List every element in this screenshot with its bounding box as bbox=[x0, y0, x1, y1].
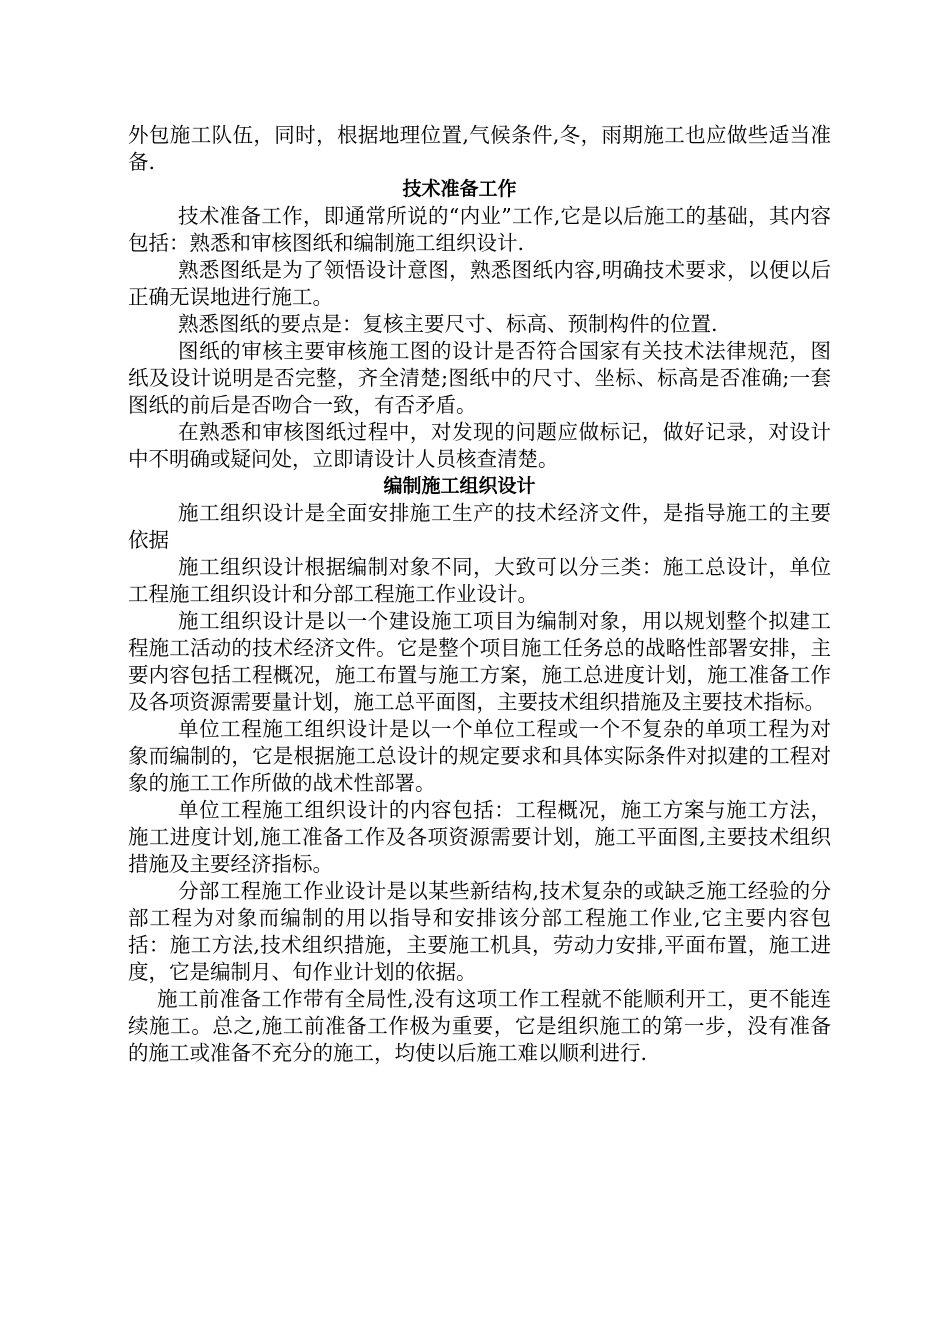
paragraph: 施工组织设计根据编制对象不同，大致可以分三类：施工总设计，单位工程施工组织设计和分部工程施工作业设计。 bbox=[128, 555, 831, 606]
paragraph: 技术准备工作，即通常所说的“内业”工作,它是以后施工的基础，其内容包括：熟悉和审核图纸和编制施工组织设计. bbox=[128, 204, 831, 255]
paragraph: 熟悉图纸的要点是：复核主要尺寸、标高、预制构件的位置. bbox=[178, 312, 718, 336]
paragraph: 单位工程施工组织设计的内容包括：工程概况，施工方案与施工方法，施工进度计划,施工准备工作及各项资源需要计划，施工平面图,主要技术组织措施及主要经济指标。 bbox=[128, 798, 831, 876]
conclusion-paragraph: 施工前准备工作带有全局性,没有这项工作工程就不能顺利开工，更不能连续施工。总之,施工前准备工作极为重要，它是组织施工的第一步，没有准备的施工或准备不充分的施工，均使以后施工难以顺利进行. bbox=[128, 987, 831, 1065]
intro-paragraph: 外包施工队伍，同时，根据地理位置,气候条件,冬，雨期施工也应做些适当准备. bbox=[128, 123, 831, 174]
paragraph: 熟悉图纸是为了领悟设计意图，熟悉图纸内容,明确技术要求，以便以后正确无误地进行施工。 bbox=[128, 258, 831, 309]
section-heading-construction-organization-design: 编制施工组织设计 bbox=[383, 475, 536, 497]
paragraph: 图纸的审核主要审核施工图的设计是否符合国家有关技术法律规范，图纸及设计说明是否完整，齐全清楚;图纸中的尺寸、坐标、标高是否准确;一套图纸的前后是否吻合一致，有否矛盾。 bbox=[128, 339, 831, 417]
paragraph: 施工组织设计是全面安排施工生产的技术经济文件，是指导施工的主要依据 bbox=[128, 501, 831, 552]
document-body bbox=[128, 122, 831, 1067]
paragraph: 施工组织设计是以一个建设施工项目为编制对象，用以规划整个拟建工程施工活动的技术经济文件。它是整个项目施工任务总的战略性部署安排，主要内容包括工程概况，施工布置与施工方案，施工总进度计划，施工准备工作及各项资源需要量计划，施工总平面图，主要技术组织措施及主要技术指标。 bbox=[128, 609, 831, 714]
section-heading-technical-preparation: 技术准备工作 bbox=[402, 178, 517, 200]
paragraph: 在熟悉和审核图纸过程中，对发现的问题应做标记，做好记录，对设计中不明确或疑问处，立即请设计人员核查清楚。 bbox=[128, 420, 831, 471]
paragraph: 单位工程施工组织设计是以一个单位工程或一个不复杂的单项工程为对象而编制的，它是根据施工总设计的规定要求和具体实际条件对拟建的工程对象的施工工作所做的战术性部署。 bbox=[128, 717, 831, 795]
paragraph: 分部工程施工作业设计是以某些新结构,技术复杂的或缺乏施工经验的分部工程为对象而编制的用以指导和安排该分部工程施工作业,它主要内容包括：施工方法,技术组织措施，主要施工机具，劳动力安排,平面布置，施工进度，它是编制月、旬作业计划的依据。 bbox=[128, 879, 831, 984]
